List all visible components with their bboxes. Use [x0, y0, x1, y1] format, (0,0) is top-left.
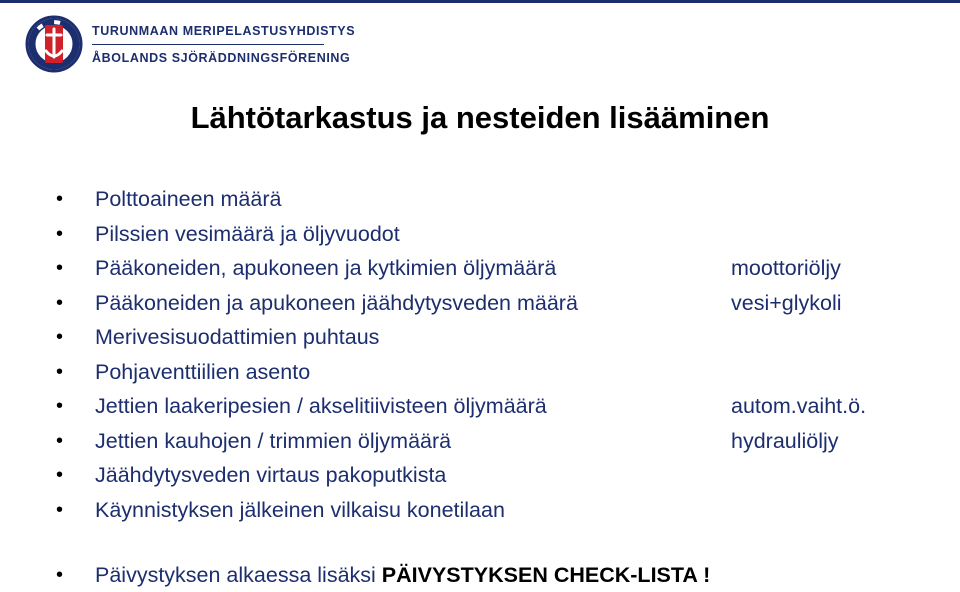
- bullet-icon: •: [56, 222, 64, 245]
- org-name-swedish: ÅBOLANDS SJÖRÄDDNINGSFÖRENING: [92, 51, 351, 65]
- final-note-emphasis: PÄIVYSTYKSEN CHECK-LISTA !: [381, 563, 711, 587]
- checklist-item-text: Jäähdytysveden virtaus pakoputkista: [95, 463, 447, 487]
- checklist-item-text: Käynnistyksen jälkeinen vilkaisu konetilaan: [95, 497, 505, 522]
- checklist-item: [56, 251, 936, 286]
- checklist-item-note: vesi+glykoli: [731, 290, 842, 315]
- bullet-icon: •: [56, 257, 64, 279]
- checklist-item-text: Polttoaineen määrä: [95, 187, 282, 211]
- checklist-item: [56, 389, 936, 424]
- bullet-icon: •: [56, 464, 64, 486]
- checklist-item-text: Merivesisuodattimien puhtaus: [95, 325, 380, 349]
- bullet-icon: •: [56, 291, 64, 314]
- checklist-item-text: Pääkoneiden, apukoneen ja kytkimien öljymäärä: [95, 256, 557, 280]
- bullet-icon: •: [56, 188, 64, 210]
- org-name-finnish: TURUNMAAN MERIPELASTUSYHDISTYS: [92, 24, 356, 38]
- organization-name: [92, 24, 355, 67]
- bullet-icon: •: [56, 429, 64, 452]
- checklist-item-note: hydrauliöljy: [731, 428, 839, 453]
- bullet-icon: •: [56, 395, 64, 417]
- bullet-icon: •: [56, 326, 64, 348]
- bullet-icon: •: [56, 498, 64, 521]
- checklist-item-text: Jettien laakeripesien / akselitiivisteen öljymäärä: [95, 394, 547, 418]
- lifebuoy-anchor-logo-icon: [25, 15, 83, 73]
- bullet-icon: •: [56, 360, 64, 383]
- checklist-item-text: Jettien kauhojen / trimmien öljymäärä: [95, 428, 452, 453]
- org-name-divider: [92, 44, 324, 45]
- bullet-icon: •: [56, 564, 64, 586]
- checklist-item: [56, 458, 936, 493]
- checklist: [56, 182, 936, 527]
- top-border: [0, 0, 960, 3]
- checklist-item-note: moottoriöljy: [731, 256, 841, 280]
- checklist-item: [56, 355, 936, 390]
- checklist-item: [56, 424, 936, 459]
- checklist-item-text: Pääkoneiden ja apukoneen jäähdytysveden määrä: [95, 290, 578, 315]
- final-note-lead: Päivystyksen alkaessa lisäksi: [95, 563, 382, 587]
- checklist-item: [56, 286, 936, 321]
- checklist-item: [56, 217, 936, 252]
- final-note: [56, 558, 936, 592]
- slide-title: Lähtötarkastus ja nesteiden lisääminen: [190, 100, 770, 135]
- checklist-item-note: autom.vaiht.ö.: [731, 394, 867, 418]
- checklist-item: [56, 320, 936, 355]
- checklist-item: [56, 182, 936, 217]
- final-note-text: [95, 558, 710, 592]
- checklist-item-text: Pohjaventtiilien asento: [95, 359, 311, 384]
- checklist-item-text: Pilssien vesimäärä ja öljyvuodot: [95, 221, 400, 246]
- checklist-item: [56, 493, 936, 528]
